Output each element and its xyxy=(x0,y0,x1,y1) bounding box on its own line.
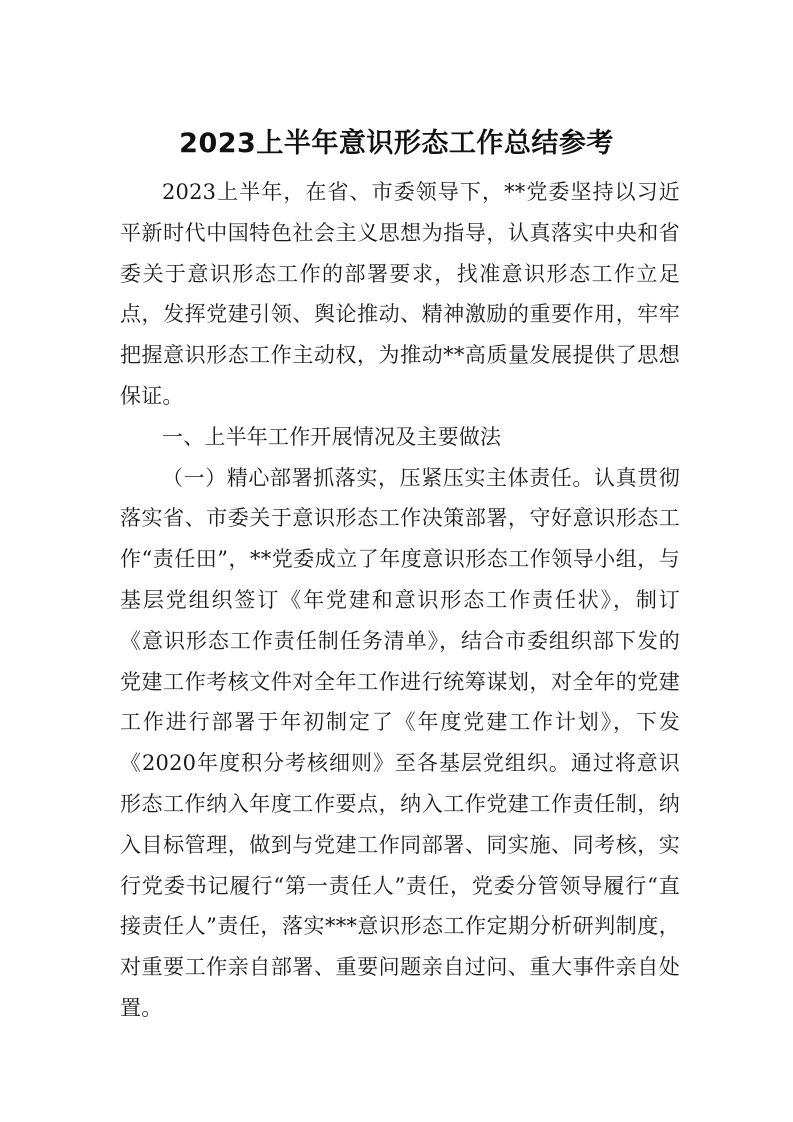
section-heading: 一、上半年工作开展情况及主要做法 xyxy=(162,424,502,449)
document-title: 2023上半年意识形态工作总结参考 xyxy=(179,128,614,159)
document-body xyxy=(120,172,680,1029)
subsection-paragraph: （一）精心部署抓落实，压紧压实主体责任。认真贯彻落实省、市委关于意识形态工作决策部署，守好意识形态工作“责任田”，**党委成立了年度意识形态工作领导小组，与基层党组织签订《年党建和意识形态工作责任状》，制订《意识形态工作责任制任务清单》，结合市委组织部下发的党建工作考核文件对全年工作进行统筹谋划，对全年的党建工作进行部署于年初制定了《年度党建工作计划》，下发《2020年度积分考核细则》至各基层党组织。通过将意识形态工作纳入年度工作要点，纳入工作党建工作责任制，纳入目标管理，做到与党建工作同部署、同实施、同考核，实行党委书记履行“第一责任人”责任，党委分管领导履行“直接责任人”责任，落实***意识形态工作定期分析研判制度，对重要工作亲自部署、重要问题亲自过问、重大事件亲自处置。 xyxy=(120,465,680,1020)
intro-paragraph: 2023上半年，在省、市委领导下，**党委坚持以习近平新时代中国特色社会主义思想为指导，认真落实中央和省委关于意识形态工作的部署要求，找准意识形态工作立足点，发挥党建引领、舆论推动、精神激励的重要作用，牢牢把握意识形态工作主动权，为推动**高质量发展提供了思想保证。 xyxy=(120,180,680,408)
